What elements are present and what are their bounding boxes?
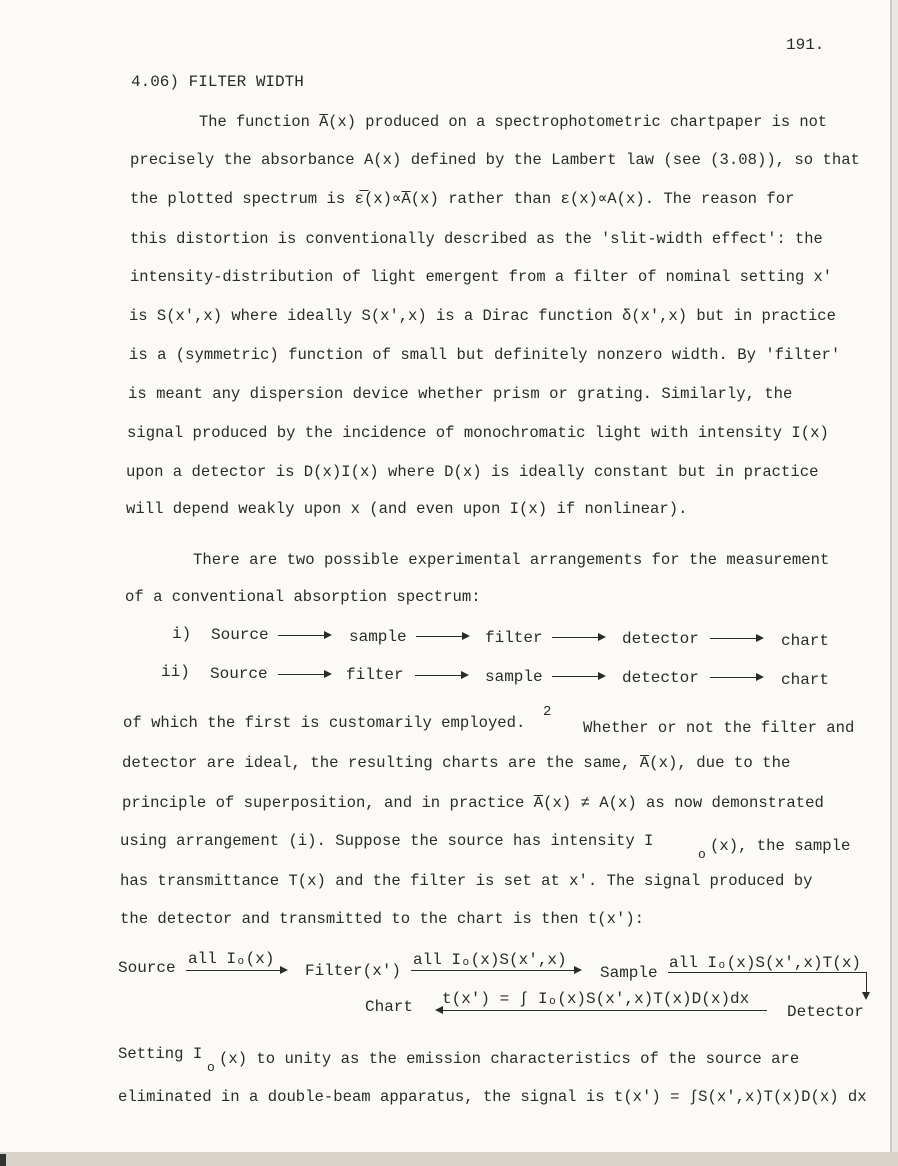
flow-arrow3-down <box>866 972 867 996</box>
para4-line-2: eliminated in a double-beam apparatus, the signal is t(x') = ∫S(x',x)T(x)D(x) dx <box>118 1088 867 1106</box>
flow-arrow1 <box>186 970 286 971</box>
para3-line-5: has transmittance T(x) and the filter is set at x'. The signal produced by <box>120 872 813 890</box>
para3-sub-o: o <box>698 847 706 862</box>
step-source: Source <box>211 626 269 644</box>
flow-arrow4 <box>437 1010 767 1011</box>
step-chart: chart <box>781 671 830 689</box>
binding-mark <box>0 1154 6 1166</box>
flow-arrow <box>416 636 468 637</box>
step-chart: chart <box>781 632 830 650</box>
para1-line-5: intensity-distribution of light emergent from a filter of nominal setting x' <box>130 268 832 286</box>
flow-arrow3-label: all Iₒ(x)S(x',x)T(x) <box>669 954 862 972</box>
para4-sub-o: o <box>207 1060 215 1075</box>
para3-line-1a: of which the first is customarily employed. <box>123 714 526 732</box>
para1-line-7: is a (symmetric) function of small but definitely nonzero width. By 'filter' <box>129 346 841 364</box>
para3-line-6: the detector and transmitted to the chart is then t(x'): <box>120 910 645 928</box>
flow-arrow <box>710 638 762 639</box>
flow-sample: Sample <box>600 964 658 982</box>
arrangement-label: i) <box>172 625 192 643</box>
arrangement-label: ii) <box>161 663 190 681</box>
flow-arrow <box>710 677 762 678</box>
para1-line-6: is S(x',x) where ideally S(x',x) is a Dirac function δ(x',x) but in practice <box>129 307 836 325</box>
flow-arrow <box>278 635 330 636</box>
flow-arrow2 <box>411 970 580 971</box>
flow-chart: Chart <box>365 998 414 1016</box>
flow-arrow3-line <box>668 972 866 973</box>
footnote-marker: 2 <box>543 704 552 720</box>
flow-arrow2-label: all Iₒ(x)S(x',x) <box>413 951 567 969</box>
step-source: Source <box>210 665 268 683</box>
para1-line-8: is meant any dispersion device whether prism or grating. Similarly, the <box>128 385 793 403</box>
step-sample: sample <box>349 628 407 646</box>
para2-line-2: of a conventional absorption spectrum: <box>125 588 481 606</box>
flow-arrow <box>552 676 604 677</box>
para3-line-4a: using arrangement (i). Suppose the source has intensity I <box>120 832 654 850</box>
para3-line-1b: Whether or not the filter and <box>583 719 855 737</box>
step-detector: detector <box>622 669 699 687</box>
para3-line-4b: (x), the sample <box>710 837 851 855</box>
para1-line-10: upon a detector is D(x)I(x) where D(x) is ideally constant but in practice <box>126 463 819 481</box>
para2-line-1: There are two possible experimental arrangements for the measurement <box>193 551 830 569</box>
para3-line-3: principle of superposition, and in practice A̅(x) ≠ A(x) as now demonstrated <box>122 794 824 812</box>
flow-filter: Filter(x') <box>305 962 402 980</box>
flow-arrow1-label: all Iₒ(x) <box>188 950 275 968</box>
flow-arrow <box>278 674 330 675</box>
flow-arrow <box>415 675 467 676</box>
step-filter: filter <box>346 666 404 684</box>
flow-arrow4-label: t(x') = ∫ Iₒ(x)S(x',x)T(x)D(x)dx <box>442 990 750 1008</box>
page-edge <box>0 1152 898 1166</box>
para3-line-2: detector are ideal, the resulting charts are the same, A̅(x), due to the <box>122 754 791 772</box>
step-sample: sample <box>485 668 543 686</box>
para4-line-1a: Setting I <box>118 1045 203 1063</box>
para1-line-3: the plotted spectrum is ε̅(x)∝A̅(x) rather than ε(x)∝A(x). The reason for <box>130 190 795 208</box>
para1-line-4: this distortion is conventionally described as the 'slit-width effect': the <box>130 230 823 248</box>
flow-detector: Detector <box>787 1003 864 1021</box>
para4-line-1b: (x) to unity as the emission characteristics of the source are <box>219 1050 800 1068</box>
para1-line-9: signal produced by the incidence of monochromatic light with intensity I(x) <box>127 424 829 442</box>
step-detector: detector <box>622 630 699 648</box>
step-filter: filter <box>485 629 543 647</box>
flow-source: Source <box>118 959 176 977</box>
flow-arrow <box>552 637 604 638</box>
section-heading: 4.06) FILTER WIDTH <box>131 73 304 91</box>
para1-line-2: precisely the absorbance A(x) defined by the Lambert law (see (3.08)), so that <box>130 151 860 169</box>
para1-line-1: The function A̅(x) produced on a spectrophotometric chartpaper is not <box>199 113 828 131</box>
page-number: 191. <box>786 36 825 54</box>
para1-line-11: will depend weakly upon x (and even upon I(x) if nonlinear). <box>126 500 688 518</box>
